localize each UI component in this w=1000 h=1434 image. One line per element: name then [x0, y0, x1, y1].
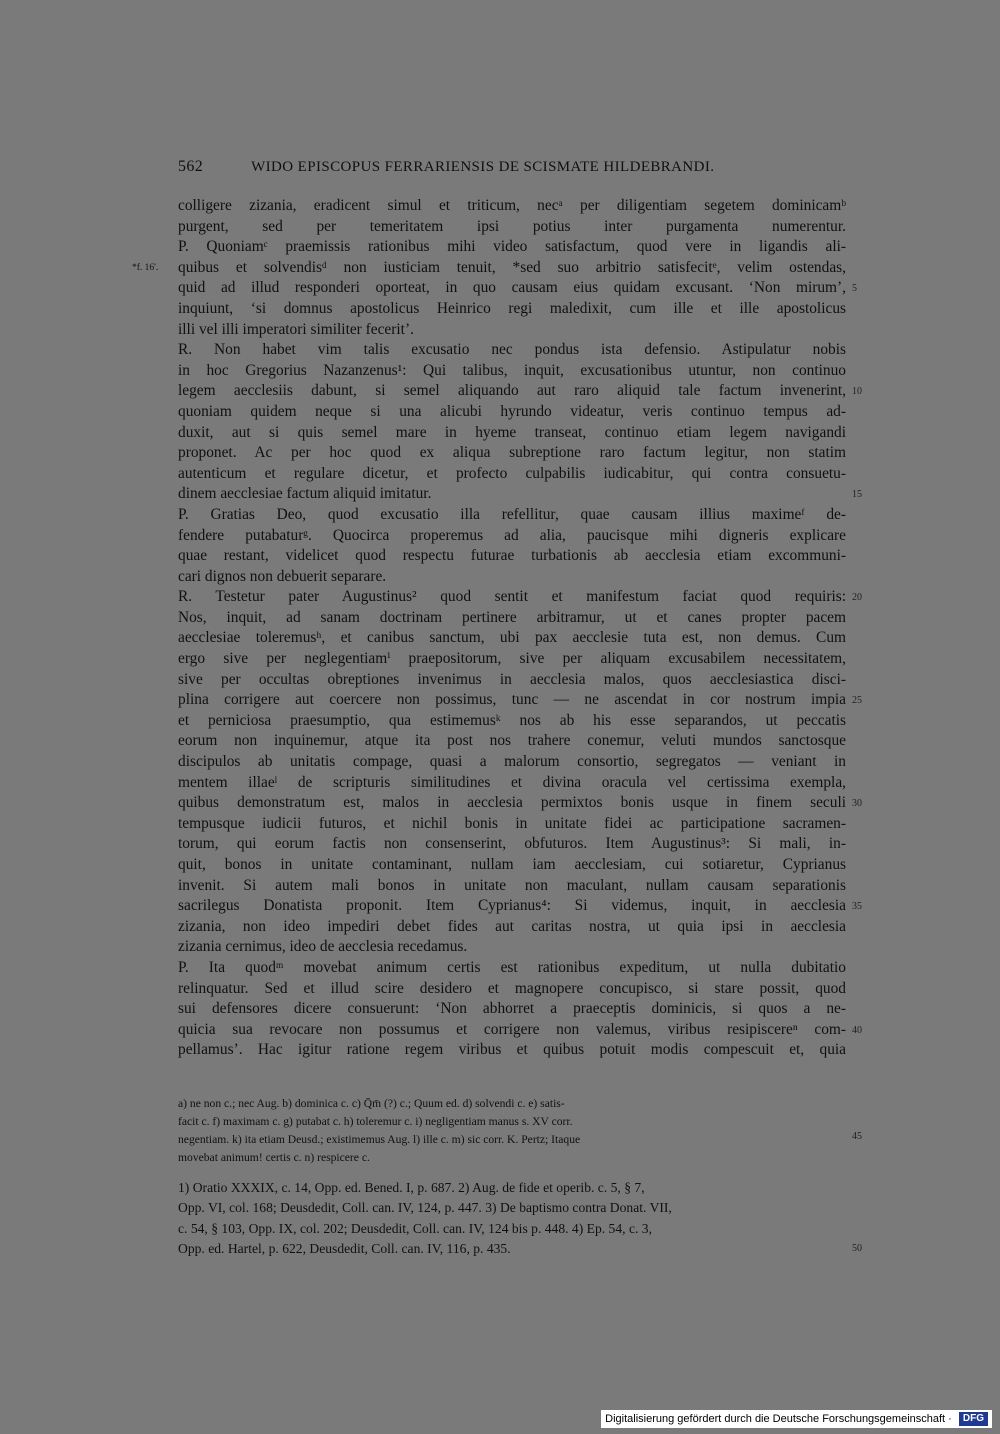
margin-folio-note: *f. 16'.	[132, 263, 159, 273]
text-line: legem aecclesiis dabunt, si semel aliquando aut raro aliquid tale factum invenerint,	[178, 382, 846, 400]
text-line: P. Quoniamᶜ praemissis rationibus mihi video satisfactum, quod vere in ligandis ali-	[178, 238, 846, 256]
footnote-line: Opp. ed. Hartel, p. 622, Deusdedit, Coll. can. IV, 116, p. 435.	[178, 1240, 511, 1256]
text-line: aecclesiae toleremusʰ, et canibus sanctum, ubi pax aecclesie tuta est, non demus. Cum	[178, 629, 846, 647]
source-footnotes	[178, 1178, 846, 1259]
text-line: eorum non inquinemur, atque ita post nos trahere conemur, veluti mundos sanctosque	[178, 732, 846, 750]
text-line: inquiunt, ‘si domnus apostolicus Heinrico regi maledixit, cum ille et ille apostolicus	[178, 299, 846, 317]
text-line: illi vel illi imperatori similiter fecerit’.	[178, 320, 414, 338]
text-line: dinem aecclesiae factum aliquid imitatur.	[178, 485, 432, 503]
line-number: 10	[852, 386, 862, 398]
line-number: 40	[852, 1025, 862, 1036]
footer-text: Digitalisierung gefördert durch die Deutsche Forschungsgemeinschaft ·	[605, 1413, 952, 1425]
dfg-logo: DFG	[959, 1412, 988, 1426]
line-number: 30	[852, 798, 862, 810]
apparatus-line: a) ne non c.; nec Aug. b) dominica c. c) Q̄m̄ (?) c.; Quum ed. d) solvendi c. e) satis-	[178, 1097, 565, 1110]
text-line: quibus et solvendisᵈ non iusticiam tenuit, *sed suo arbitrio satisfecitᵉ, velim ostendas,	[178, 258, 846, 276]
line-number: 5	[852, 283, 857, 295]
line-number: 50	[852, 1243, 862, 1254]
text-line: in hoc Gregorius Nazanzenus¹: Qui talibus, inquit, excusationibus utuntur, non continuo	[178, 361, 846, 379]
text-line: zizania cernimus, ideo de aecclesia recedamus.	[178, 938, 468, 956]
text-line: ergo sive per neglegentiamⁱ praepositorum, sive per aliquam excusabilem necessitatem,	[178, 650, 846, 668]
running-header	[178, 158, 838, 176]
text-line: Nos, inquit, ad sanam doctrinam pertinere arbitramur, ut et canes propter pacem	[178, 608, 846, 626]
text-line: autenticum et regulare dicetur, et profecto culpabilis iudicabitur, qui contra consuetu-	[178, 464, 846, 482]
text-line: P. Gratias Deo, quod excusatio illa refellitur, quae causam illius maximeᶠ de-	[178, 505, 846, 523]
text-line: relinquatur. Sed et illud scire desidero et magnopere concupisco, si stare possit, quod	[178, 979, 846, 997]
text-line: tempusque iudicii futuros, et nichil bonis in unitate fidei ac participatione sacramen-	[178, 814, 846, 832]
text-line: fendere putabaturᵍ. Quocirca properemus ad alia, paucisque mihi digneris explicare	[178, 526, 846, 544]
text-line: quae restant, videlicet quod respectu futurae turbationis ab aecclesia etiam excommuni-	[178, 547, 846, 565]
text-line: R. Testetur pater Augustinus² quod sentit et manifestum faciat quod requiris:	[178, 588, 846, 606]
text-line: R. Non habet vim talis excusatio nec pondus ista defensio. Astipulatur nobis	[178, 341, 846, 359]
text-line: quibus demonstratum est, malos in aecclesia permixtos bonis usque in finem seculi	[178, 794, 846, 812]
footnote-line: 1) Oratio XXXIX, c. 14, Opp. ed. Bened. I, p. 687. 2) Aug. de fide et operib. c. 5, § 7,	[178, 1180, 645, 1195]
footnote-line: c. 54, § 103, Opp. IX, col. 202; Deusdedit, Coll. can. IV, 124 bis p. 448. 4) Ep. 54, c. 3,	[178, 1220, 652, 1236]
main-text	[178, 196, 846, 1061]
line-number: 25	[852, 695, 862, 707]
text-line: quoniam quidem neque si una alicubi hyrundo videatur, veris continuo tempus ad-	[178, 402, 846, 420]
critical-apparatus	[178, 1095, 846, 1167]
text-line: quid ad illud responderi oporteat, in quo causam eius quidam excusant. ‘Non mirum’,	[178, 279, 846, 297]
page-number: 562	[178, 158, 204, 175]
text-line: et perniciosa praesumptio, qua estimemusᵏ nos ab his esse separandos, ut peccatis	[178, 711, 846, 729]
apparatus-line: movebat animum! certis c. n) respicere c.	[178, 1151, 370, 1164]
text-line: colligere zizania, eradicent simul et triticum, necᵃ per diligentiam segetem dominicamᵇ	[178, 197, 846, 214]
text-line: quicia sua revocare non possumus et corrigere non valemus, viribus resipiscereⁿ com-	[178, 1020, 846, 1038]
text-line: invenit. Si autem mali bonos in unitate non maculant, nullam causam separationis	[178, 876, 846, 894]
line-number: 20	[852, 592, 862, 604]
text-line: duxit, aut si quis semel mare in hyeme transeat, continuo etiam legem navigandi	[178, 423, 846, 441]
line-number: 35	[852, 901, 862, 913]
line-number: 15	[852, 489, 862, 501]
line-number: 45	[852, 1131, 862, 1142]
footnote-line: Opp. VI, col. 168; Deusdedit, Coll. can. IV, 124, p. 447. 3) De baptismo contra Donat. VII,	[178, 1200, 672, 1216]
text-line: discipulos ab unitatis compage, quasi a malorum consortio, segregatos — veniant in	[178, 753, 846, 771]
text-line: plina corrigere aut coercere non possimus, tunc — ne ascendat in cor nostrum impia	[178, 691, 846, 709]
text-line: pellamus’. Hac igitur ratione regem viribus et quibus potuit modis compescuit et, quia	[178, 1041, 846, 1059]
text-line: zizania, non ideo impediri debet fides aut caritas nostra, ut quia ipsi in aecclesia	[178, 917, 846, 935]
apparatus-line: negentiam. k) ita etiam Deusd.; existimemus Aug. l) ille c. m) sic corr. K. Pertz; Itaque	[178, 1133, 581, 1146]
text-line: cari dignos non debuerit separare.	[178, 567, 387, 585]
text-line: proponet. Ac per hoc quod ex aliqua subreptione raro factum legitur, non statim	[178, 444, 846, 462]
text-line: torum, qui eorum factis non consenserint, obfuturos. Item Augustinus³: Si mali, in-	[178, 835, 846, 853]
text-line: mentem illaeˡ de scripturis similitudines et divina oracula vel certissima exempla,	[178, 773, 846, 791]
text-line: sive per occultas obreptiones invenimus in aecclesia malos, quos aecclesiastica disci-	[178, 670, 846, 688]
text-line: quit, bonos in unitate contaminant, nullam iam aecclesiam, cui sotiaretur, Cyprianus	[178, 856, 846, 873]
funding-footer	[601, 1410, 992, 1428]
text-line: sui defensores dicere consuerunt: ‘Non abhorret a praeceptis dominicis, si quos a ne-	[178, 1000, 846, 1018]
text-line: P. Ita quodᵐ movebat animum certis est rationibus expeditum, ut nulla dubitatio	[178, 958, 846, 976]
running-title: WIDO EPISCOPUS FERRARIENSIS DE SCISMATE HILDEBRANDI.	[251, 159, 715, 175]
apparatus-line: facit c. f) maximam c. g) putabat c. h) toleremur c. i) negligentiam manus s. XV corr.	[178, 1115, 573, 1128]
text-line: sacrilegus Donatista proponit. Item Cyprianus⁴: Si videmus, inquit, in aecclesia	[178, 897, 846, 915]
text-line: purgent, sed per temeritatem ipsi potius inter purgamenta numerentur.	[178, 217, 846, 235]
